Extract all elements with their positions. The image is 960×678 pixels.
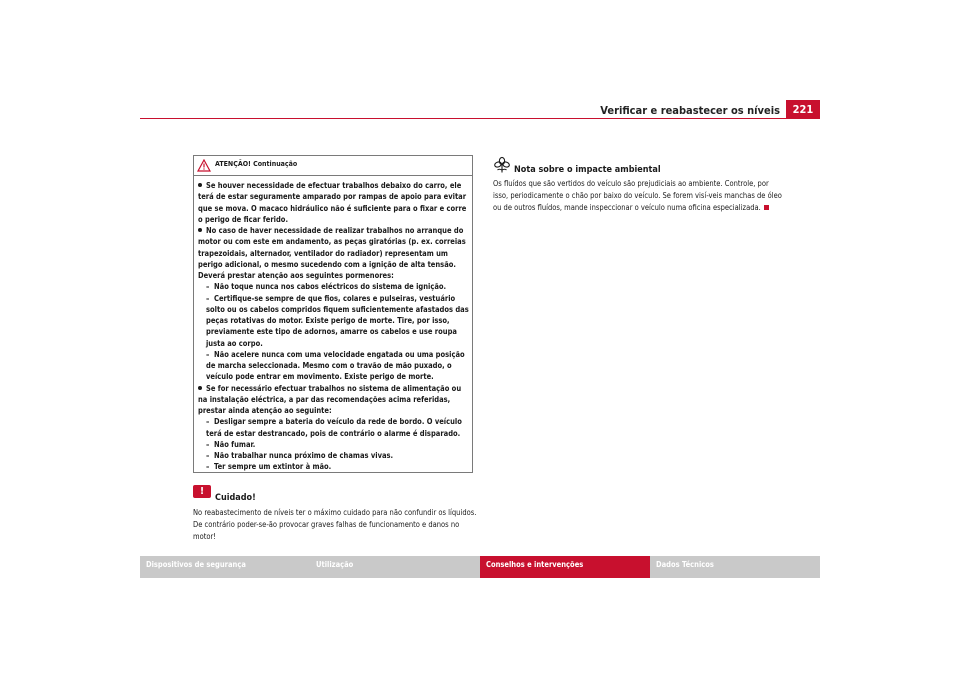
page-number: 221 bbox=[786, 100, 820, 119]
tab-utilizacao[interactable]: Utilização bbox=[310, 556, 480, 578]
warning-dash-item bbox=[198, 349, 470, 383]
environment-text-body: Os fluídos que são vertidos do veículo são prejudiciais ao ambiente. Controle, por isso, periodicamente o chão por baixo do veículo. Se forem visí-veis manchas de óleo ou de outros fluídos, mande inspeccionar o veículo numa oficina especializada. bbox=[493, 179, 782, 212]
warning-item-text: Ter sempre um extintor à mão. bbox=[214, 462, 332, 472]
chapter-title: Verificar e reabastecer os níveis bbox=[600, 104, 780, 117]
caution-title: Cuidado! bbox=[215, 493, 256, 503]
warning-dash-item bbox=[198, 461, 470, 472]
warning-dash-item bbox=[198, 450, 470, 461]
warning-heading: ATENÇÃO! Continuação bbox=[215, 160, 298, 168]
warning-header bbox=[194, 156, 472, 176]
caution-text: No reabastecimento de níveis ter o máximo cuidado para não confundir os líquidos. De contrário poder-se-ão provocar graves falhas de funcionamento e danos no motor! bbox=[193, 508, 477, 541]
dash-icon: – bbox=[206, 451, 210, 460]
warning-box bbox=[193, 155, 473, 473]
warning-dash-item bbox=[198, 416, 470, 439]
warning-dash-item bbox=[198, 293, 470, 349]
warning-item-text: Se houver necessidade de efectuar trabalhos debaixo do carro, ele terá de estar seguramente amparado por rampas de apoio para evitar que se mova. O macaco hidráulico não é suficiente para o fixar e corre o perigo de ficar ferido. bbox=[198, 181, 467, 224]
warning-item-text: Desligar sempre a bateria do veículo da rede de bordo. O veículo terá de estar destrancado, pois de contrário o alarme é disparado. bbox=[206, 417, 462, 438]
warning-triangle-icon bbox=[197, 159, 211, 172]
dash-icon: – bbox=[206, 417, 210, 427]
header-rule bbox=[140, 118, 820, 119]
bullet-dot-icon bbox=[198, 183, 202, 187]
warning-item-text: Não acelere nunca com uma velocidade engatada ou uma posição de marcha seleccionada. Mesmo com o travão de mão puxado, o veículo pode entrar em movimento. Existe perigo de morte. bbox=[206, 349, 465, 382]
dash-icon: – bbox=[206, 293, 210, 303]
exclamation-icon: ! bbox=[193, 485, 211, 498]
warning-item-text: No caso de haver necessidade de realizar trabalhos no arranque do motor ou com este em andamento, as peças giratórias (p. ex. correias trapezoidais, alternador, ventilador do radiador) representam um perigo adicional, o mesmo sucedendo com a ignição de alta tensão. Deverá prestar atenção aos seguintes pormenores: bbox=[198, 226, 466, 280]
environment-title: Nota sobre o impacte ambiental bbox=[514, 165, 661, 175]
dash-icon: – bbox=[206, 349, 210, 359]
warning-item-text: Não trabalhar nunca próximo de chamas vivas. bbox=[214, 451, 394, 460]
section-end-marker bbox=[764, 205, 769, 210]
bullet-dot-icon bbox=[198, 386, 202, 390]
warning-dash-item bbox=[198, 439, 470, 450]
dash-icon: – bbox=[206, 282, 210, 292]
flower-environment-icon bbox=[493, 156, 511, 174]
warning-bullet-item bbox=[198, 180, 470, 225]
section-tabs bbox=[140, 556, 820, 578]
warning-bullet-item bbox=[198, 225, 470, 281]
dash-icon: – bbox=[206, 439, 210, 449]
warning-bullet-item bbox=[198, 383, 470, 417]
dash-icon: – bbox=[206, 462, 210, 472]
environment-text bbox=[493, 178, 783, 214]
bullet-dot-icon bbox=[198, 228, 202, 232]
warning-dash-item bbox=[198, 281, 470, 292]
tab-dados-tecnicos[interactable]: Dados Técnicos bbox=[650, 556, 820, 578]
tab-dispositivos-de-seguranca[interactable]: Dispositivos de segurança bbox=[140, 556, 310, 578]
warning-item-text: Não toque nunca nos cabos eléctricos do sistema de ignição. bbox=[214, 282, 447, 292]
warning-item-text: Certifique-se sempre de que fios, colares e pulseiras, vestuário solto ou os cabelos compridos fiquem suficientemente afastados das peças rotativas do motor. Existe perigo de morte. Tire, por isso, previamente este tipo de adornos, amarre os cabelos e use roupa justa ao corpo. bbox=[206, 293, 469, 348]
warning-body bbox=[198, 180, 470, 473]
tab-conselhos-e-intervencoes[interactable]: Conselhos e intervenções bbox=[480, 556, 650, 578]
warning-item-text: Se for necessário efectuar trabalhos no sistema de alimentação ou na instalação eléctrica, a par das recomendações acima referidas, prestar ainda atenção ao seguinte: bbox=[198, 383, 462, 415]
warning-item-text: Não fumar. bbox=[214, 439, 256, 449]
